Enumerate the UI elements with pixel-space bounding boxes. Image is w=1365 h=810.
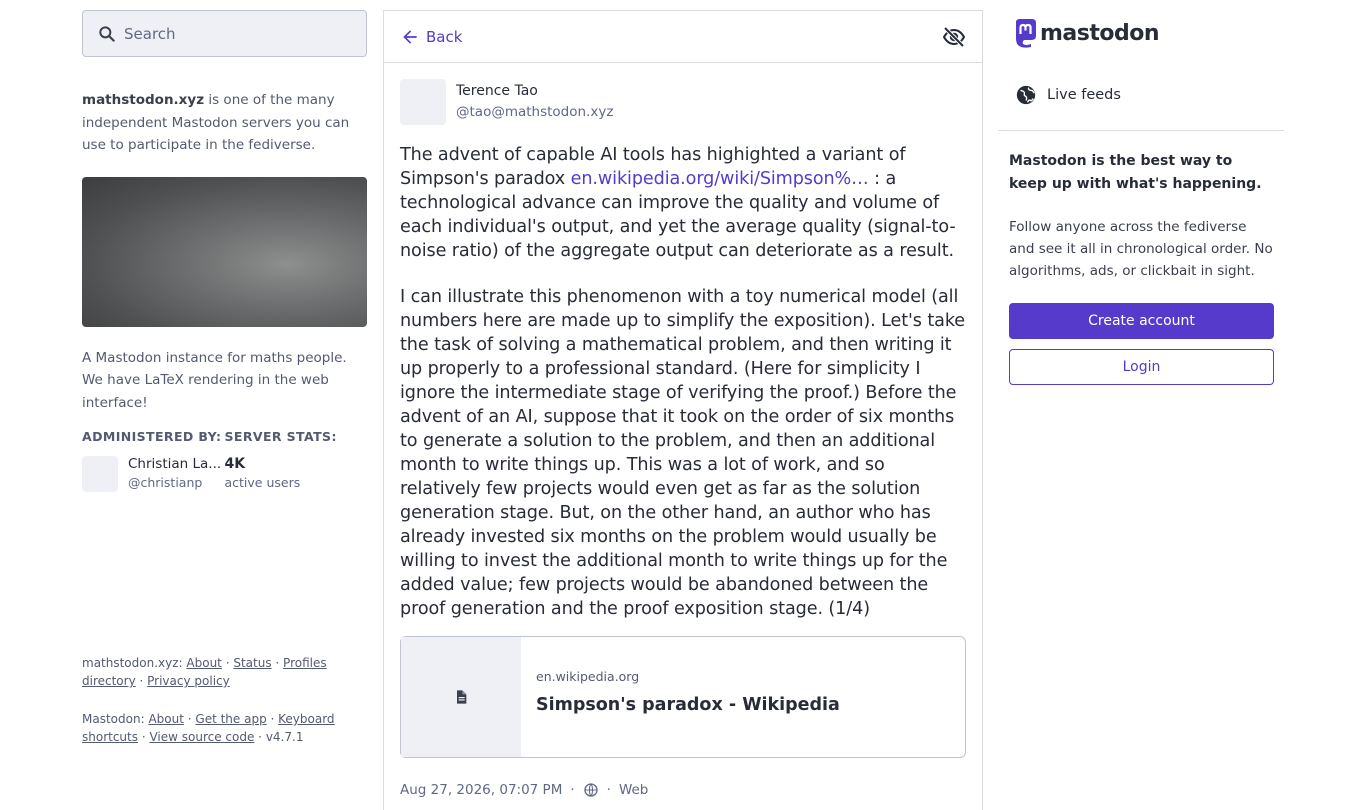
wikipedia-link[interactable]: en.wikipedia.org/wiki/Simpson%…: [570, 169, 869, 189]
footer-mastodon-links: Mastodon: About · Get the app · Keyboard shortcuts · View source code · v4.7.1: [82, 712, 335, 744]
globe-icon: [1015, 84, 1037, 106]
post-meta: Aug 27, 2026, 07:07 PM · · Web: [400, 782, 649, 798]
stats-heading: SERVER STATS:: [224, 429, 337, 444]
server-description: A Mastodon instance for maths people. We have LaTeX rendering in the web interface!: [82, 349, 347, 411]
footer-about-link[interactable]: About: [186, 656, 222, 670]
search-input[interactable]: [124, 25, 354, 43]
promo-text: Follow anyone across the fediverse and see it all in chronological order. No algorithms, ads, or clickbait in sight.: [1009, 219, 1273, 279]
mastodon-logo[interactable]: [1012, 18, 1159, 48]
card-thumbnail: [401, 637, 521, 757]
footer-profiles-link[interactable]: Profiles directory: [82, 656, 327, 688]
card-host: en.wikipedia.org: [536, 669, 640, 684]
post-app[interactable]: Web: [618, 782, 649, 798]
post: [384, 63, 982, 798]
footer: [82, 654, 367, 746]
card-title[interactable]: Simpson's paradox - Wikipedia: [536, 695, 840, 715]
stats-section: [225, 429, 368, 494]
signup-promo: [1009, 150, 1273, 385]
server-about: [82, 89, 367, 157]
file-text-icon: [453, 689, 469, 705]
server-stats-row: [82, 429, 367, 494]
author-handle: @tao@mathstodon.xyz: [456, 104, 614, 120]
post-column: [383, 10, 983, 810]
search-icon: [97, 24, 117, 44]
post-paragraph-1: [400, 143, 966, 263]
live-feeds-link[interactable]: [1015, 84, 1121, 106]
admin-name[interactable]: Christian La...: [128, 456, 222, 472]
footer-status-link[interactable]: Status: [233, 656, 272, 670]
back-label: Back: [426, 27, 463, 46]
footer-mastodon-about-link[interactable]: About: [148, 712, 184, 726]
active-users-count: 4K: [224, 456, 246, 472]
link-preview-card[interactable]: [400, 636, 966, 758]
footer-shortcuts-link[interactable]: Keyboard shortcuts: [82, 712, 335, 744]
login-button[interactable]: Login: [1009, 349, 1274, 385]
avatar[interactable]: [82, 456, 118, 492]
eye-slash-icon[interactable]: [942, 25, 966, 49]
admin-account[interactable]: [82, 456, 225, 492]
promo-title: Mastodon is the best way to keep up with what's happening.: [1009, 153, 1262, 192]
post-text: The advent of capable AI tools has highighted a variant of Simpson's paradox: [400, 145, 906, 189]
server-intro: is one of the many independent Mastodon servers you can use to participate in the fediverse.: [82, 92, 350, 153]
post-author[interactable]: [400, 79, 966, 125]
divider: [998, 130, 1284, 131]
right-sidebar: [998, 0, 1284, 768]
create-account-button[interactable]: Create account: [1009, 303, 1274, 339]
footer-privacy-link[interactable]: Privacy policy: [147, 674, 230, 688]
footer-mastodon-prefix: Mastodon:: [82, 712, 145, 726]
footer-get-app-link[interactable]: Get the app: [195, 712, 267, 726]
logo-text: mastodon: [1040, 20, 1160, 46]
active-users-label: active users: [224, 475, 301, 490]
post-timestamp[interactable]: Aug 27, 2026, 07:07 PM: [400, 782, 563, 798]
admin-handle: @christianp: [128, 475, 203, 490]
left-sidebar: [82, 10, 367, 768]
search-box[interactable]: [82, 10, 367, 57]
post-text: : a technological advance can improve the quality and volume of each individual's output, and yet the average quality (signal-to-noise ratio) of the aggregate output can deteriorate as a result.: [400, 169, 956, 261]
back-button[interactable]: [400, 27, 462, 47]
server-hero-image: [82, 177, 367, 327]
live-feeds-label: Live feeds: [1047, 87, 1121, 103]
author-name[interactable]: Terence Tao: [456, 83, 538, 99]
mastodon-logo-icon: [1012, 18, 1040, 48]
footer-source-link[interactable]: View source code: [149, 730, 255, 744]
post-paragraph-2: I can illustrate this phenomenon with a toy numerical model (all numbers here are made up to simplify the exposition). Let's take the task of solving a mathematical problem, and then writing it up properly to a professional standard. (Here for simplicity I ignore the intermediate stage of verifying the proof.) Before the advent of an AI, suppose that it took on the order of six months to generate a solution to the problem, and then an additional month to write things up. This was a lot of work, and so relatively few projects would even get as far as the solution generation stage. But, on the other hand, an author who has already invested six months on the problem would usually be willing to invest the additional month to write things up for the added value; few projects would be abandoned between the proof generation and the proof exposition stage. (1/4): [400, 287, 966, 619]
footer-server-links: mathstodon.xyz: About · Status · Profiles directory · Privacy policy: [82, 656, 327, 688]
admin-heading: ADMINISTERED BY:: [82, 429, 222, 444]
avatar[interactable]: [400, 79, 446, 125]
post-content: [400, 143, 966, 621]
globe-icon: [583, 782, 599, 798]
column-header: [384, 11, 982, 63]
server-name: mathstodon.xyz: [82, 92, 205, 108]
footer-version: v4.7.1: [265, 730, 304, 744]
admin-section: [82, 429, 225, 494]
footer-server-prefix: mathstodon.xyz:: [82, 656, 183, 670]
arrow-left-icon: [400, 27, 420, 47]
